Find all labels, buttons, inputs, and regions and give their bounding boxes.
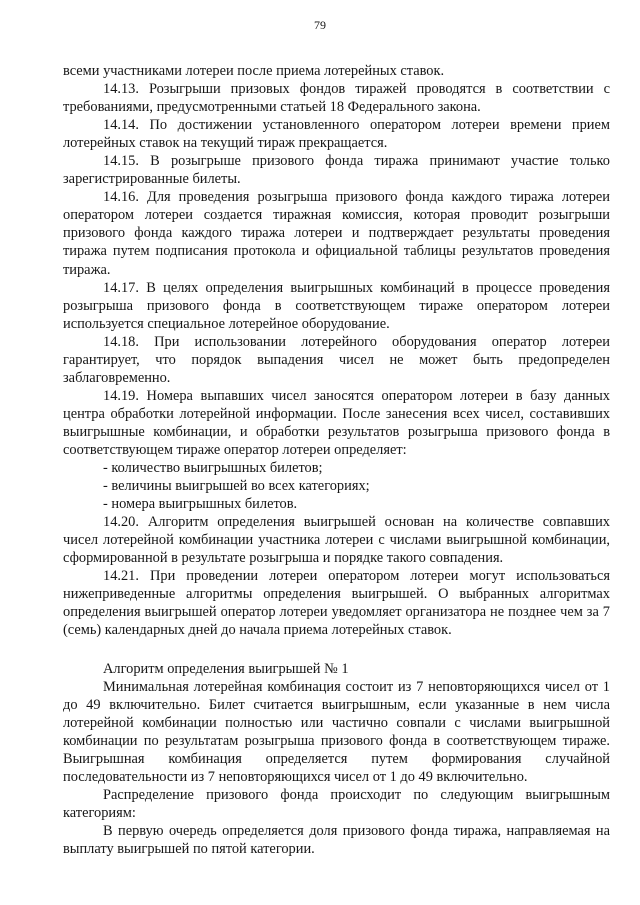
paragraph-14-16: 14.16. Для проведения розыгрыша призового фонда каждого тиража лотереи оператором лотереи создается тиражная комиссия, которая проводит розыгрыши призового фонда каждого тиража лотереи и подтверждает результаты проведения тиража путем подписания протокола и официальной таблицы результатов проведения тиража. (63, 189, 610, 278)
algorithm-paragraph: Минимальная лотерейная комбинация состоит из 7 неповторяющихся чисел от 1 до 49 включительно. Билет считается выигрышным, если указанные в нем числа лотерейной комбинации полностью или частично совпали с числами выигрышной комбинации по результатам розыгрыша призового фонда в соответствующем тираже. Выигрышная комбинация определяется путем формирования случайной последовательности из 7 неповторяющихся чисел от 1 до 49 включительно. (63, 678, 610, 785)
list-item: - количество выигрышных билетов; (103, 460, 323, 477)
paragraph-14-19: 14.19. Номера выпавших чисел заносятся оператором лотереи в базу данных центра обработки лотерейной информации. После занесения всех чисел, составивших выигрышные комбинации, и обработки результатов розыгрыша призового фонда в соответствующем тираже оператор лотереи определяет: (63, 387, 610, 458)
document-body (63, 62, 610, 858)
paragraph-14-18: 14.18. При использовании лотерейного оборудования оператор лотереи гарантирует, что порядок выпадения чисел не может быть предопределен заблаговременно. (63, 333, 610, 386)
paragraph-14-13: 14.13. Розыгрыши призовых фондов тиражей проводятся в соответствии с требованиями, предусмотренными статьей 18 Федерального закона. (63, 81, 610, 116)
paragraph-14-20: 14.20. Алгоритм определения выигрышей основан на количестве совпавших чисел лотерейной комбинации участника лотереи с числами выигрышной комбинации, сформированной в результате розыгрыша и порядке такого совпадения. (63, 514, 610, 567)
list-item: - величины выигрышей во всех категориях; (103, 478, 370, 495)
section-heading: Алгоритм определения выигрышей № 1 (103, 660, 349, 677)
paragraph-14-21: 14.21. При проведении лотереи оператором лотереи могут использоваться нижеприведенные алгоритмы определения выигрышей. О выбранных алгоритмах определения выигрышей оператор лотереи уведомляет организатора не позднее чем за 7 (семь) календарных дней до начала приема лотерейных ставок. (63, 568, 610, 639)
paragraph-continuation: всеми участниками лотереи после приема лотерейных ставок. (63, 63, 445, 79)
paragraph-14-15: 14.15. В розыгрыше призового фонда тиража принимают участие только зарегистрированные билеты. (63, 153, 610, 188)
page-number: 79 (314, 18, 326, 32)
section-gap (63, 640, 610, 660)
paragraph-14-17: 14.17. В целях определения выигрышных комбинаций в процессе проведения розыгрыша призового фонда в соответствующем тираже оператором лотереи используется специальное лотерейное оборудование. (63, 279, 610, 332)
algorithm-paragraph: В первую очередь определяется доля призового фонда тиража, направляемая на выплату выигрышей по пятой категории. (63, 822, 610, 857)
paragraph-14-14: 14.14. По достижении установленного оператором лотереи времени прием лотерейных ставок на текущий тираж прекращается. (63, 117, 610, 152)
list-item: - номера выигрышных билетов. (103, 496, 298, 513)
algorithm-paragraph: Распределение призового фонда происходит по следующим выигрышным категориям: (63, 786, 610, 821)
